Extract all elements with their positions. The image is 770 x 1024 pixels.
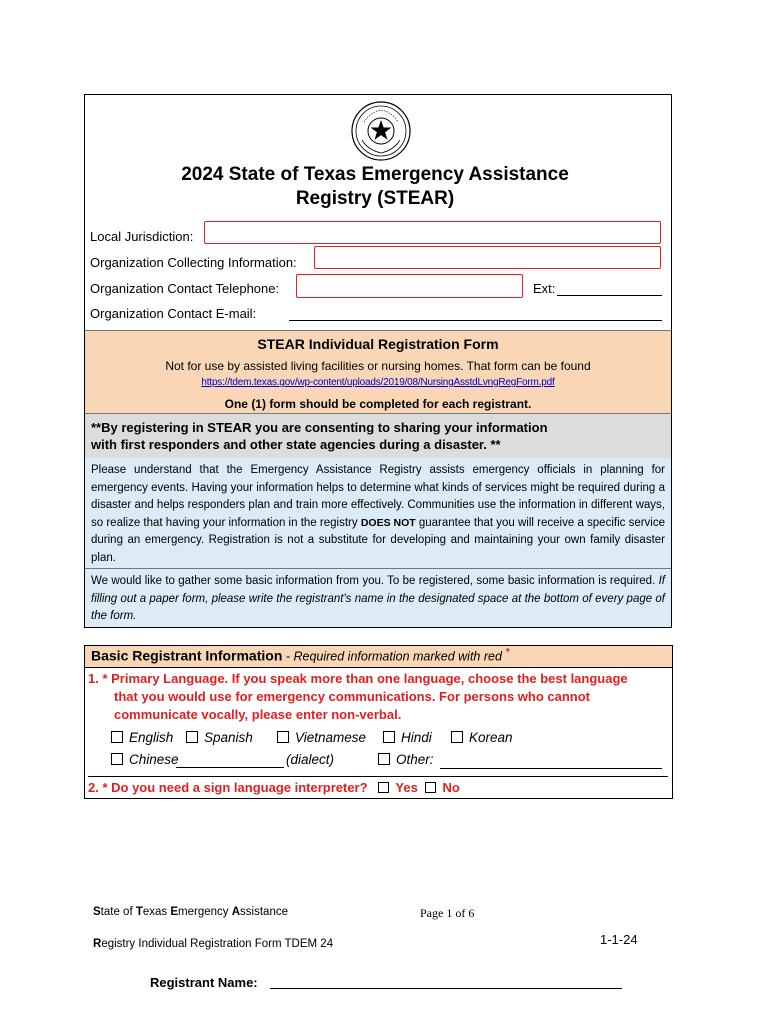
q2-label: 2. * Do you need a sign language interpreter? [88, 780, 368, 795]
footer-agency [93, 906, 288, 918]
other-language-input[interactable] [440, 754, 662, 769]
required-star: * [505, 647, 510, 658]
org-email-input[interactable] [289, 306, 662, 321]
form-header-title: STEAR Individual Registration Form [257, 336, 499, 352]
footer-form-id [93, 938, 333, 950]
lang-option-hindi[interactable] [383, 729, 432, 747]
footer-e: E [170, 906, 179, 918]
info-text-end: guarantee that you will receive a specific service during an emergency. Registration is not a substitute for developing and maintaining your own family disaster plan. [91, 516, 666, 564]
interpreter-no-checkbox[interactable] [425, 782, 436, 793]
vietnamese-label: Vietnamese [295, 730, 367, 745]
lang-option-vietnamese[interactable] [277, 729, 366, 747]
interpreter-yes-label: Yes [395, 780, 418, 795]
org-email-label: Organization Contact E-mail: [90, 306, 257, 321]
footer-r: R [93, 938, 102, 950]
dialect-label: (dialect) [286, 752, 335, 767]
consent-line-2: with first responders and other state agencies during a disaster. ** [91, 437, 501, 452]
ext-label: Ext: [533, 281, 556, 296]
lang-option-chinese[interactable] [111, 751, 179, 769]
texas-state-seal-icon [350, 100, 412, 162]
info-section [85, 458, 671, 569]
basic-info-title [91, 647, 510, 664]
gather-text: We would like to gather some basic information from you. To be registered, some basic information is required. [91, 575, 659, 587]
korean-checkbox[interactable] [451, 731, 463, 743]
registrant-name-input[interactable] [270, 988, 622, 989]
footer-s: S [93, 906, 101, 918]
hindi-label: Hindi [401, 730, 432, 745]
footer-a: A [231, 906, 241, 918]
info-emphasis: DOES NOT [360, 516, 416, 529]
basic-info-header [85, 646, 672, 668]
other-checkbox[interactable] [378, 753, 390, 765]
org-telephone-label: Organization Contact Telephone: [90, 281, 280, 296]
lang-option-korean[interactable] [451, 729, 513, 747]
org-collecting-input[interactable] [314, 246, 661, 269]
q1-line-1: 1. * Primary Language. If you speak more than one language, choose the best language [88, 671, 628, 686]
english-checkbox[interactable] [111, 731, 123, 743]
local-jurisdiction-input[interactable] [204, 221, 661, 244]
hindi-checkbox[interactable] [383, 731, 395, 743]
spanish-label: Spanish [204, 730, 253, 745]
required-note: - Required information marked with red [282, 649, 502, 664]
chinese-dialect-input[interactable] [176, 753, 284, 768]
chinese-checkbox[interactable] [111, 753, 123, 765]
english-label: English [129, 730, 174, 745]
footer-ssistance: ssistance [240, 906, 288, 918]
consent-text [91, 419, 665, 453]
other-label: Other: [396, 752, 434, 767]
gather-section [85, 569, 671, 627]
vietnamese-checkbox[interactable] [277, 731, 289, 743]
page-title [100, 163, 650, 211]
title-line-2: Registry (STEAR) [295, 188, 455, 209]
basic-title-text: Basic Registrant Information [91, 647, 283, 664]
chinese-label: Chinese [129, 752, 179, 767]
consent-line-1: **By registering in STEAR you are consenting to sharing your information [91, 420, 548, 435]
form-header-subtitle: Not for use by assisted living facilities or nursing homes. That form can be found [165, 359, 591, 373]
footer-mergency: mergency [178, 906, 232, 918]
footer-exas: exas [142, 906, 171, 918]
interpreter-no-label: No [442, 780, 460, 795]
nursing-form-link[interactable]: https://tdem.texas.gov/wp-content/uploads/2019/08/NursingAsstdLvngRegForm.pdf [201, 377, 555, 388]
footer-tate: tate of [100, 906, 136, 918]
local-jurisdiction-label: Local Jurisdiction: [90, 229, 194, 244]
form-date: 1-1-24 [600, 932, 638, 947]
org-collecting-label: Organization Collecting Information: [90, 255, 297, 270]
form-header-section [85, 330, 671, 413]
info-text: Please understand that the Emergency Assistance Registry assists emergency officials in planning for emergency events. Having your information helps to determine what kinds of services might be required during a disaster and helps responders plan and train more effectively. Communities use the information in different ways, so realize that having your information in the registry [91, 464, 665, 529]
gather-paragraph [91, 573, 665, 626]
gather-text-italic: If filling out a paper form, please write the registrant's name in the designated space at the bottom of every page of the form. [91, 575, 665, 622]
lang-option-english[interactable] [111, 729, 173, 747]
info-paragraph [91, 462, 665, 567]
question-1 [88, 670, 668, 724]
form-header-note: One (1) form should be completed for each registrant. [224, 397, 532, 411]
org-telephone-input[interactable] [296, 274, 523, 298]
consent-section [85, 413, 671, 459]
title-line-1: 2024 State of Texas Emergency Assistance [181, 164, 569, 185]
korean-label: Korean [469, 730, 513, 745]
page-number: Page 1 of 6 [420, 906, 475, 920]
q1-line-3: communicate vocally, please enter non-verbal. [114, 707, 402, 722]
question-2 [88, 776, 668, 799]
registrant-name-label: Registrant Name: [150, 975, 258, 990]
footer-egistry: egistry Individual Registration Form TDEM 24 [101, 938, 334, 950]
q1-line-2: that you would use for emergency communications. For persons who cannot [114, 689, 591, 704]
lang-option-other[interactable] [378, 751, 434, 769]
interpreter-yes-checkbox[interactable] [378, 782, 389, 793]
spanish-checkbox[interactable] [186, 731, 198, 743]
lang-option-spanish[interactable] [186, 729, 253, 747]
footer-t: T [135, 906, 143, 918]
ext-input[interactable] [557, 281, 662, 296]
